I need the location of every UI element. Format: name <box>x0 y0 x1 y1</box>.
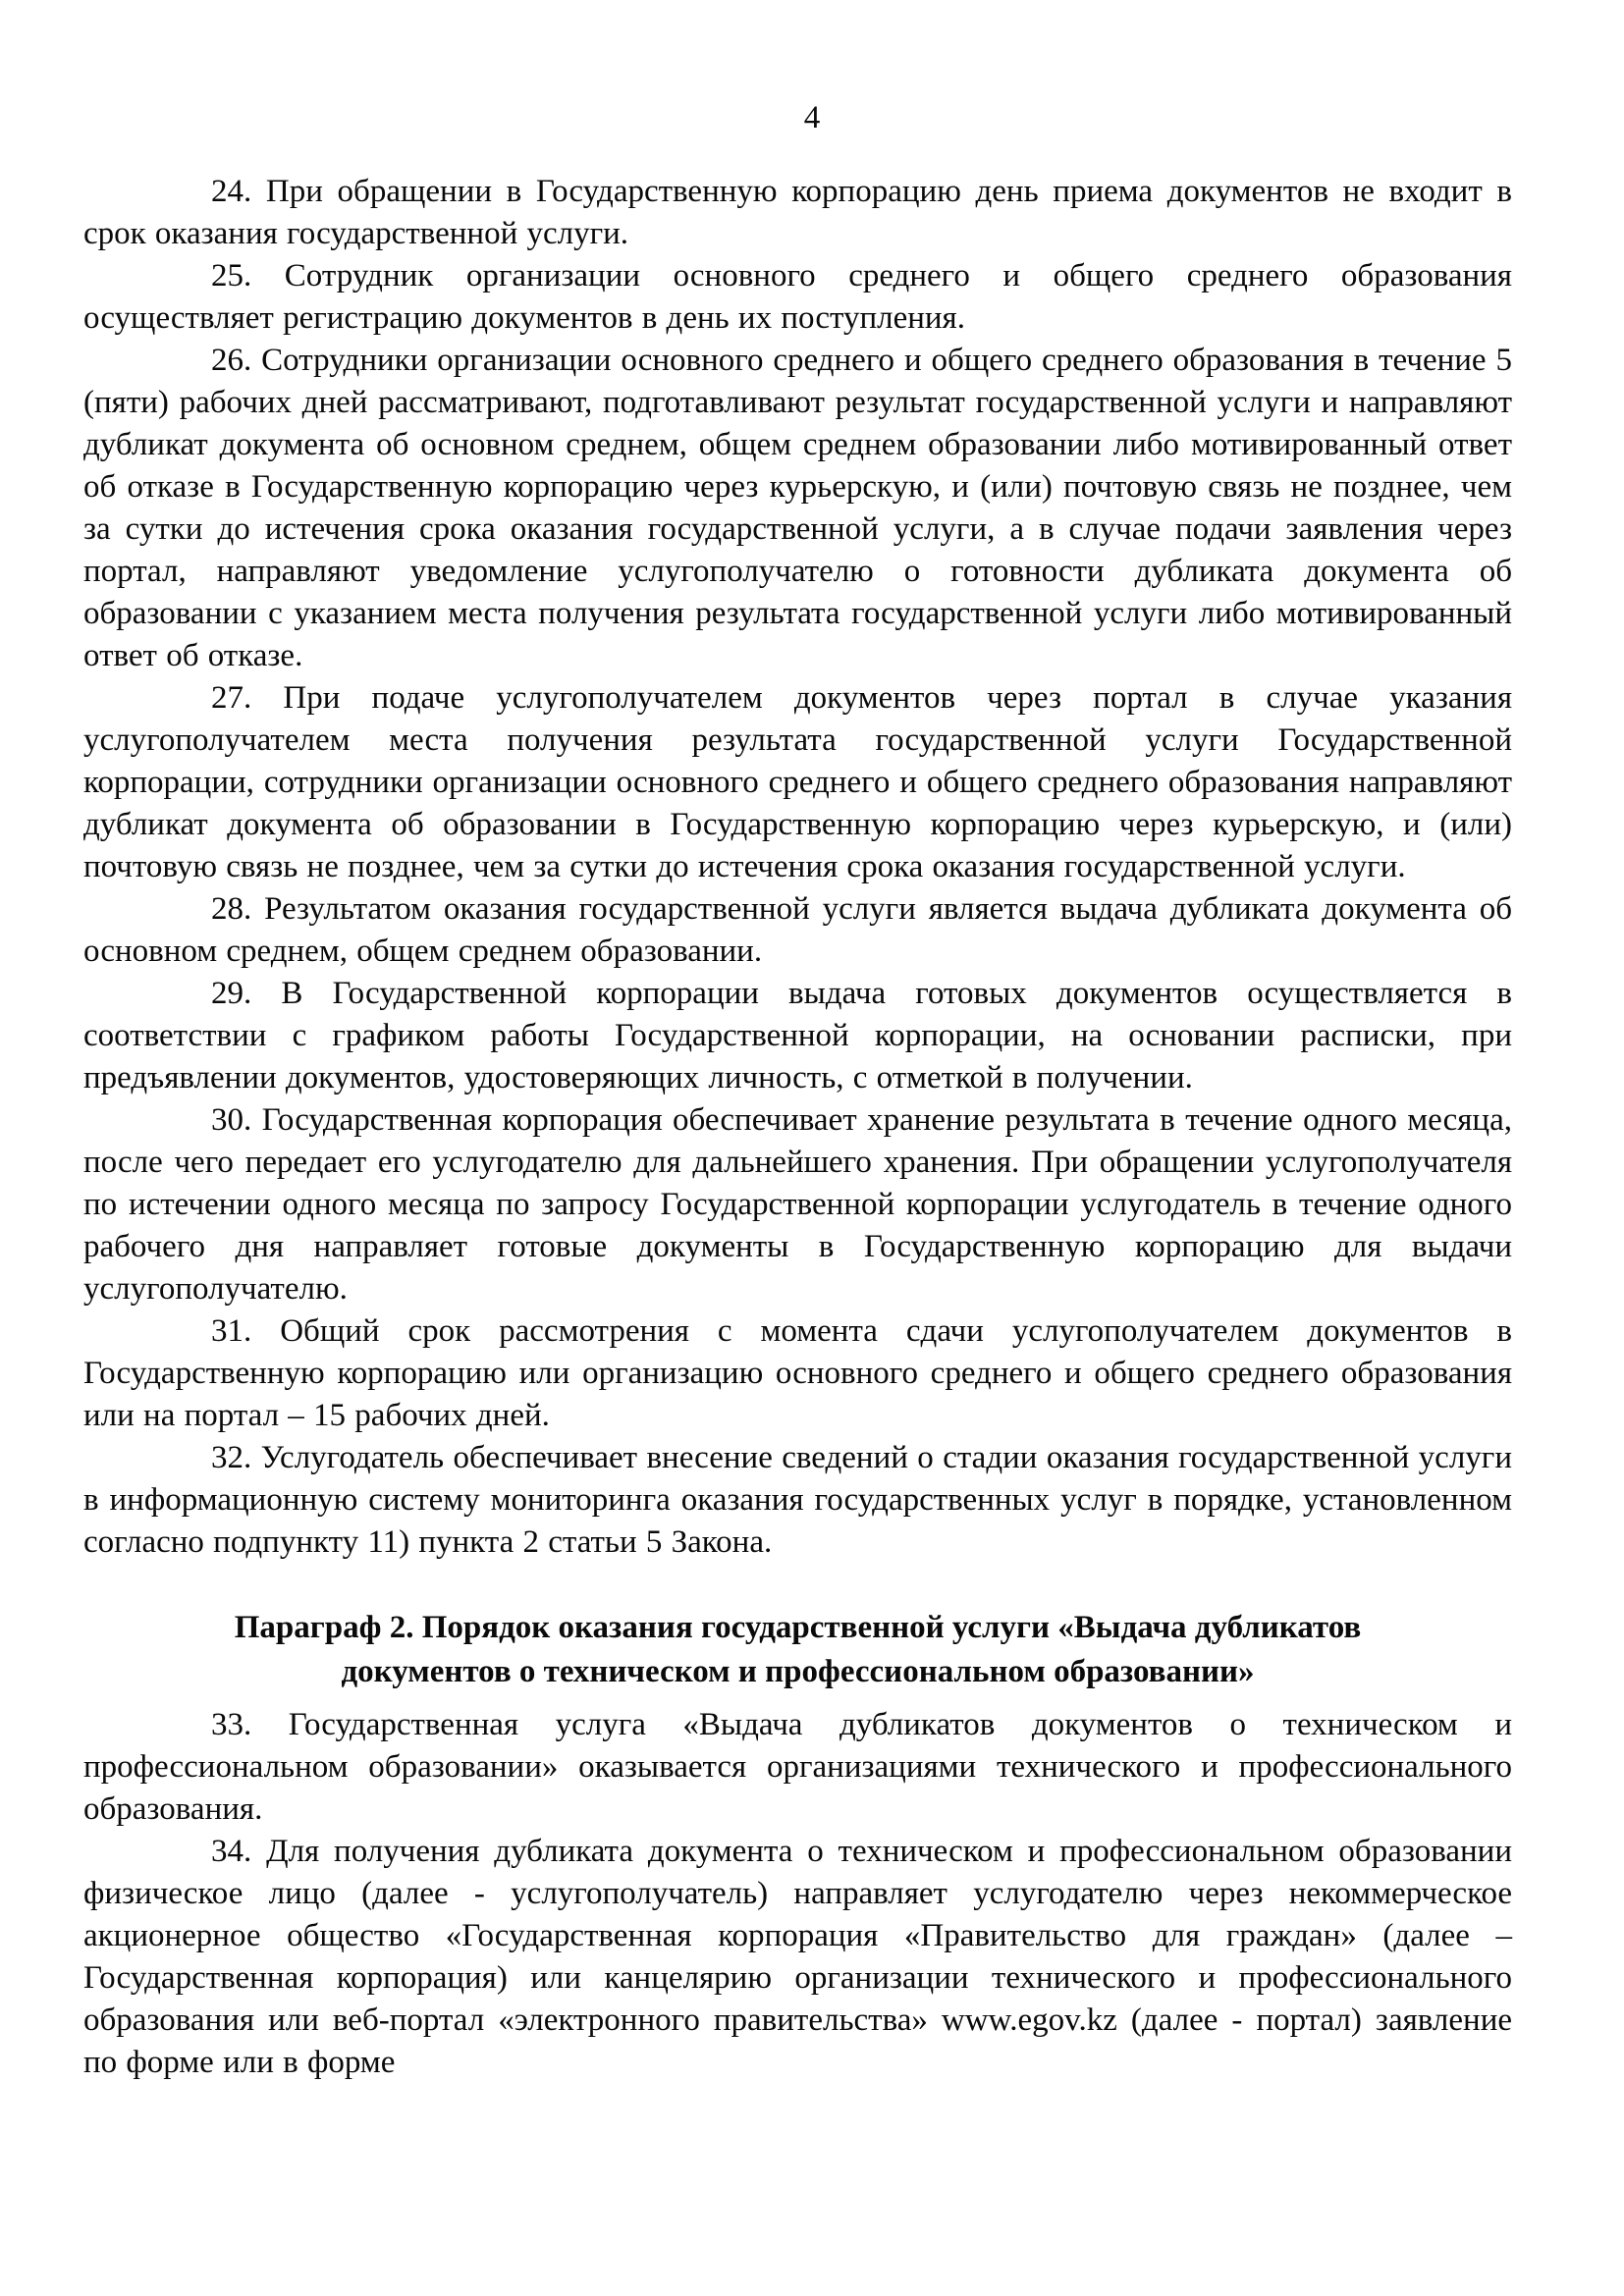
section-heading-line-1: Параграф 2. Порядок оказания государственной услуги «Выдача дубликатов <box>234 1610 1362 1645</box>
paragraph-28: 28. Результатом оказания государственной услуги является выдача дубликата документа об основном среднем, общем среднем образовании. <box>83 891 1512 969</box>
section-heading-line-2: документов о техническом и профессиональном образовании» <box>341 1654 1255 1689</box>
paragraph-34: 34. Для получения дубликата документа о техническом и профессиональном образовании физическое лицо (далее - услугополучатель) направляет услугодателю через некоммерческое акционерное общество «Государственная корпорация «Правительство для граждан» (далее – Государственная корпорация) или канцелярию организации технического и профессионального образования или веб-портал «электронного правительства» www.egov.kz (далее - портал) заявление по форме или в форме <box>83 1834 1512 2080</box>
paragraph-29: 29. В Государственной корпорации выдача готовых документов осуществляется в соответствии с графиком работы Государственной корпорации, на основании расписки, при предъявлении документов, удостоверяющих личность, с отметкой в получении. <box>83 976 1512 1095</box>
paragraph-31: 31. Общий срок рассмотрения с момента сдачи услугополучателем документов в Государственную корпорацию или организацию основного среднего и общего среднего образования или на портал – 15 рабочих дней. <box>83 1313 1512 1433</box>
paragraph-25: 25. Сотрудник организации основного среднего и общего среднего образования осуществляет регистрацию документов в день их поступления. <box>83 258 1512 336</box>
page-number: 4 <box>803 100 821 135</box>
section-heading <box>83 1606 1512 1694</box>
paragraph-32: 32. Услугодатель обеспечивает внесение сведений о стадии оказания государственной услуги в информационную систему мониторинга оказания государственных услуг в порядке, установленном согласно подпункту 11) пункта 2 статьи 5 Закона. <box>83 1440 1512 1560</box>
paragraph-30: 30. Государственная корпорация обеспечивает хранение результата в течение одного месяца, после чего передает его услугодателю для дальнейшего хранения. При обращении услугополучателя по истечении одного месяца по запросу Государственной корпорации услугодатель в течение одного рабочего дня направляет готовые документы в Государственную корпорацию для выдачи услугополучателю. <box>83 1102 1512 1307</box>
paragraph-24: 24. При обращении в Государственную корпорацию день приема документов не входит в срок оказания государственной услуги. <box>83 174 1512 251</box>
document-body <box>83 171 1512 2084</box>
paragraph-26: 26. Сотрудники организации основного среднего и общего среднего образования в течение 5 (пяти) рабочих дней рассматривают, подготавливают результат государственной услуги и направляют дубликат документа об основном среднем, общем среднем образовании либо мотивированный ответ об отказе в Государственную корпорацию через курьерскую, и (или) почтовую связь не позднее, чем за сутки до истечения срока оказания государственной услуги, а в случае подачи заявления через портал, направляют уведомление услугополучателю о готовности дубликата документа об образовании с указанием места получения результата государственной услуги либо мотивированный ответ об отказе. <box>83 343 1512 673</box>
paragraph-27: 27. При подаче услугополучателем документов через портал в случае указания услугополучателем места получения результата государственной услуги Государственной корпорации, сотрудники организации основного среднего и общего среднего образования направляют дубликат документа об образовании в Государственную корпорацию через курьерскую, и (или) почтовую связь не позднее, чем за сутки до истечения срока оказания государственной услуги. <box>83 680 1512 884</box>
paragraph-33: 33. Государственная услуга «Выдача дубликатов документов о техническом и профессиональном образовании» оказывается организациями технического и профессионального образования. <box>83 1707 1512 1827</box>
